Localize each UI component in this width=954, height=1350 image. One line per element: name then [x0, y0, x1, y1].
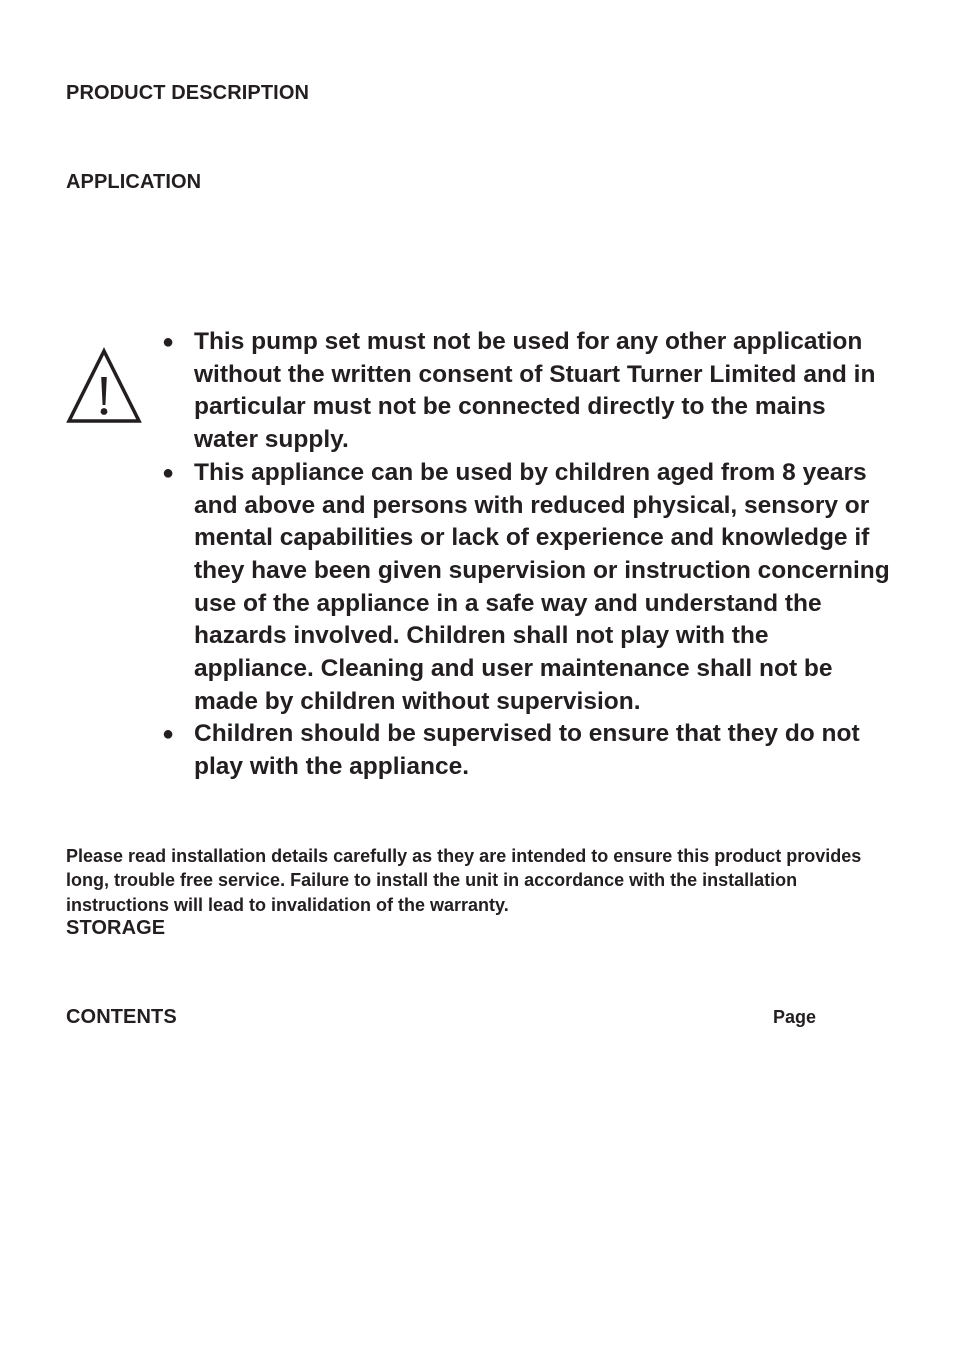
bullet-dot: ●: [162, 461, 175, 484]
warning-bullet-text: Children should be supervised to ensure that they do not play with the appliance.: [194, 720, 860, 781]
warning-bullet: [162, 457, 892, 719]
heading-contents: CONTENTS: [66, 1006, 177, 1028]
warning-bullet: [162, 718, 892, 783]
contents-page-column-label: Page: [773, 1007, 817, 1027]
warning-triangle-icon: [66, 347, 142, 425]
warning-bullet-text: This appliance can be used by children aged from 8 years and above and persons with reduced physical, sensory or mental capabilities or lack of experience and knowledge if they have been given supervision or instruction concerning use of the appliance in a safe way and understand the hazards involved. Children shall not play with the appliance. Cleaning and user maintenance shall not be made by children without supervision.: [194, 458, 890, 715]
bullet-dot: ●: [162, 723, 175, 746]
heading-application: APPLICATION: [66, 171, 202, 193]
warning-list: [162, 326, 892, 784]
warning-bullet: [162, 326, 892, 457]
installation-note: Please read installation details carefully as they are intended to ensure this product provides long, trouble free service. Failure to install the unit in accordance with the installation instructions will lead to invalidation of the warranty.: [66, 846, 862, 915]
heading-product-description: PRODUCT DESCRIPTION: [66, 82, 310, 104]
warning-bullet-text: This pump set must not be used for any other application without the written consent of Stuart Turner Limited and in particular must not be connected directly to the mains water supply.: [194, 328, 876, 454]
bullet-dot: ●: [162, 331, 175, 353]
heading-storage: STORAGE: [66, 917, 166, 939]
